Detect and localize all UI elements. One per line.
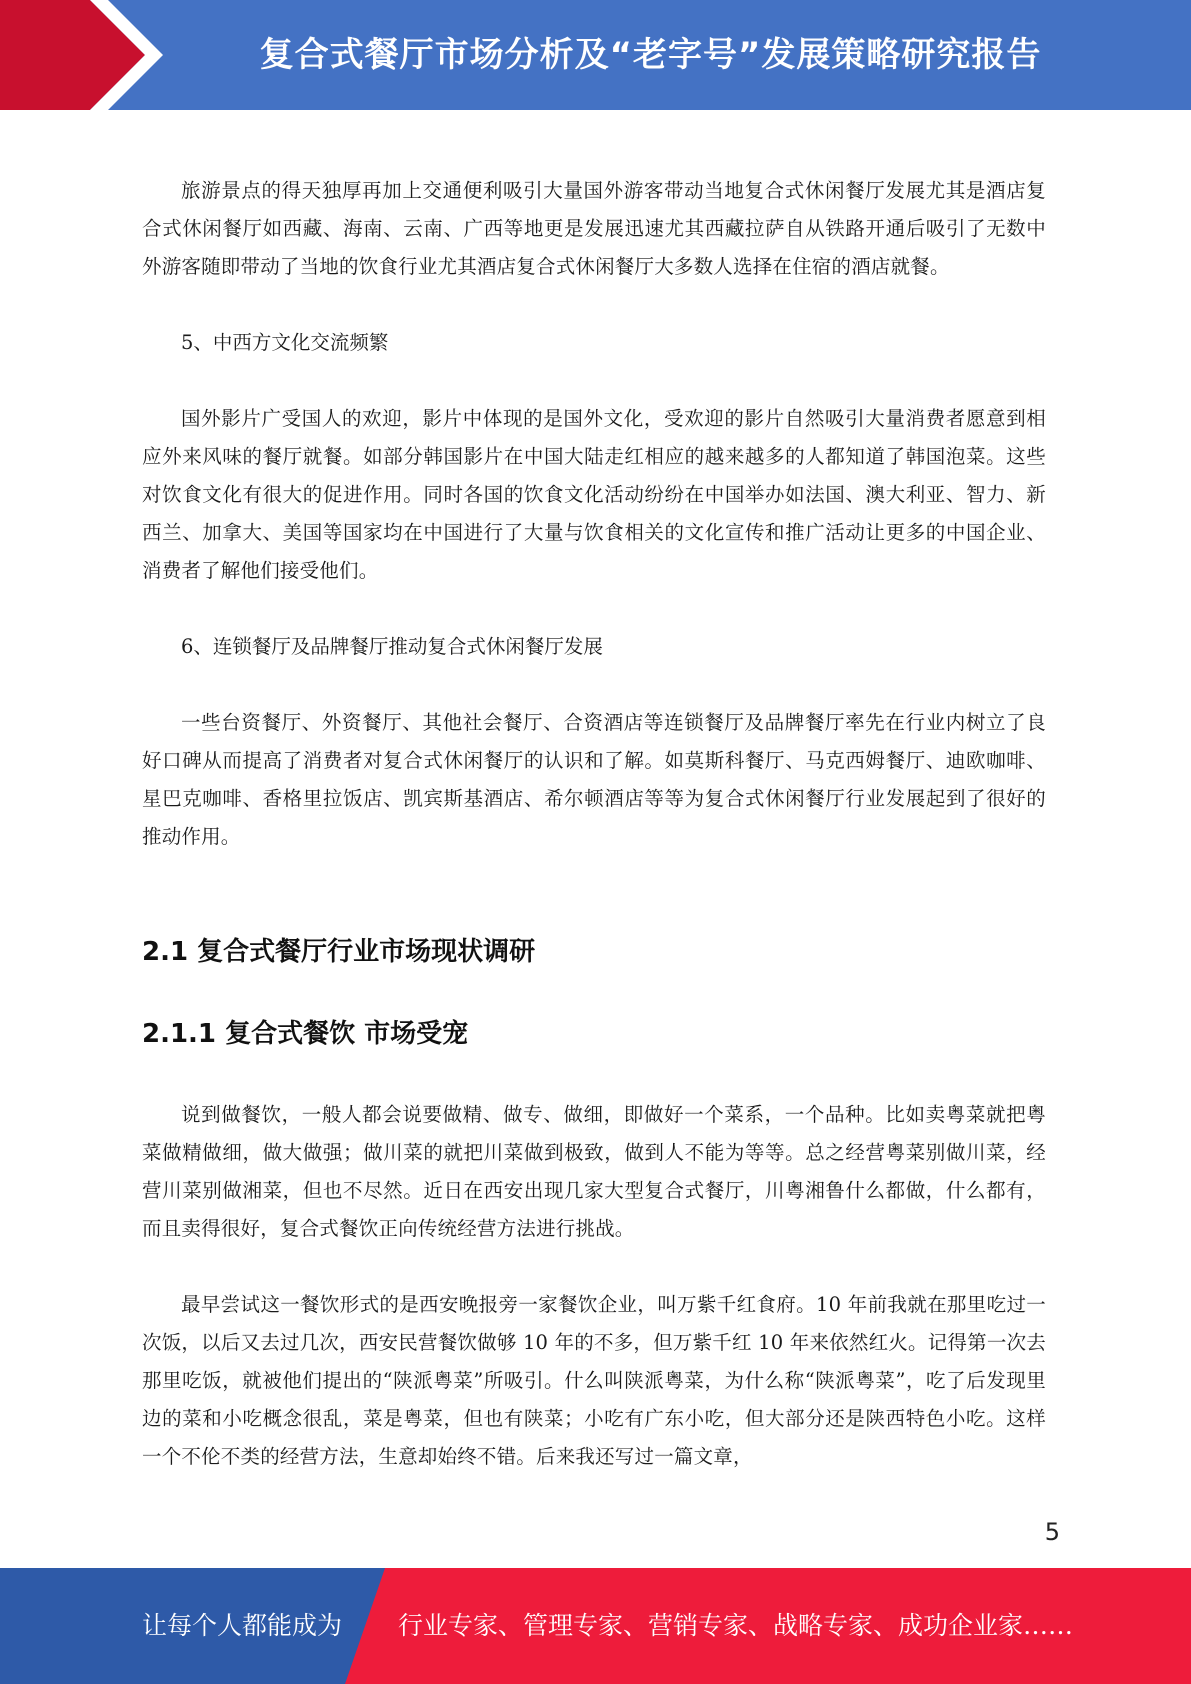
footer-slogan-right: 行业专家、管理专家、营销专家、战略专家、成功企业家……: [398, 1611, 1074, 1640]
paragraph-culture-exchange: 国外影片广受国人的欢迎，影片中体现的是国外文化，受欢迎的影片自然吸引大量消费者愿意到相应外来风味的餐厅就餐。如部分韩国影片在中国大陆走红相应的越来越多的人都知道了韩国泡菜。这些对饮食文化有很大的促进作用。同时各国的饮食文化活动纷纷在中国举办如法国、澳大利亚、智力、新西兰、加拿大、美国等国家均在中国进行了大量与饮食相关的文化宣传和推广活动让更多的中国企业、消费者了解他们接受他们。: [142, 407, 1046, 582]
paragraph-composite-dining: 说到做餐饮，一般人都会说要做精、做专、做细，即做好一个菜系，一个品种。比如卖粤菜就把粤菜做精做细，做大做强；做川菜的就把川菜做到极致，做到人不能为等等。总之经营粤菜别做川菜，经营川菜别做湘菜，但也不尽然。近日在西安出现几家大型复合式餐厅，川粤湘鲁什么都做，什么都有，而且卖得很好，复合式餐饮正向传统经营方法进行挑战。: [142, 1103, 1046, 1240]
page-header: [0, 0, 1191, 110]
paragraph-wanzi-qianhong: 最早尝试这一餐饮形式的是西安晚报旁一家餐饮企业，叫万紫千红食府。10 年前我就在那里吃过一次饭，以后又去过几次，西安民营餐饮做够 10 年的不多，但万紫千红 10 年来依然红火。记得第一次去那里吃饭，就被他们提出的“陕派粤菜”所吸引。什么叫陕派粤菜，为什么称“陕派粤菜”，吃了后发现里边的菜和小吃概念很乱，菜是粤菜，但也有陕菜；小吃有广东小吃，但大部分还是陕西特色小吃。这样一个不伦不类的经营方法，生意却始终不错。后来我还写过一篇文章，: [142, 1293, 1046, 1468]
subheading-5: 5、中西方文化交流频繁: [181, 331, 389, 354]
paragraph-tourism: 旅游景点的得天独厚再加上交通便利吸引大量国外游客带动当地复合式休闲餐厅发展尤其是酒店复合式休闲餐厅如西藏、海南、云南、广西等地更是发展迅速尤其西藏拉萨自从铁路开通后吸引了无数中外游客随即带动了当地的饮食行业尤其酒店复合式休闲餐厅大多数人选择在住宿的酒店就餐。: [142, 179, 1046, 278]
section-heading-2-1: 2.1 复合式餐厅行业市场现状调研: [142, 937, 536, 967]
page-footer: [0, 1568, 1191, 1684]
page-number: 5: [1044, 1518, 1060, 1546]
footer-slogan-left: 让每个人都能成为: [142, 1611, 343, 1640]
section-heading-2-1-1: 2.1.1 复合式餐饮 市场受宠: [142, 1019, 469, 1049]
document-body: [142, 172, 1046, 1476]
paragraph-chain-restaurants: 一些台资餐厅、外资餐厅、其他社会餐厅、合资酒店等连锁餐厅及品牌餐厅率先在行业内树立了良好口碑从而提高了消费者对复合式休闲餐厅的认识和了解。如莫斯科餐厅、马克西姆餐厅、迪欧咖啡、星巴克咖啡、香格里拉饭店、凯宾斯基酒店、希尔顿酒店等等为复合式休闲餐厅行业发展起到了很好的推动作用。: [142, 711, 1046, 848]
report-title: 复合式餐厅市场分析及“老字号”发展策略研究报告: [259, 35, 1042, 75]
subheading-6: 6、连锁餐厅及品牌餐厅推动复合式休闲餐厅发展: [181, 635, 603, 658]
